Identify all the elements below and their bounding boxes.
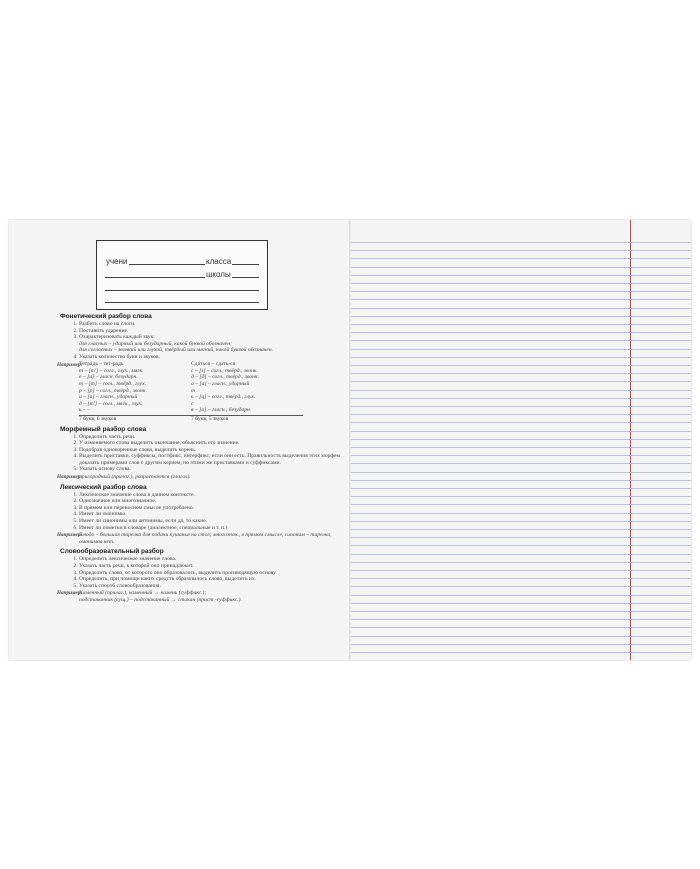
word1-line: т – [т] – согл., твёрд., глух. [79,380,146,387]
phonetic-steps [57,321,342,361]
morphemic-example [57,474,342,481]
phonetic-columns [79,361,342,422]
morphemic-steps [57,434,342,474]
ruled-line [351,545,691,546]
list-item: 1. Лексическое значение слова в данном контексте. [79,492,342,499]
label-student: учени [106,257,128,266]
ruled-line [351,627,691,628]
ruled-line [351,308,691,309]
ruled-line [351,398,691,399]
ruled-line [351,472,691,473]
ruled-line [351,381,691,382]
ruled-line [351,578,691,579]
derivational-steps [57,556,342,589]
label-school: школы [206,270,231,279]
list-item: 1. Определить лексическое значение слова. [79,556,342,563]
example-text-1: Каменный (прилаг.), каменный → камень (суффикс.); [79,590,207,597]
ruled-line [351,316,691,317]
word1-column [79,361,191,422]
ruled-line [351,447,691,448]
ruled-line [351,431,691,432]
list-item: 1. Разбить слово на слоги. [79,321,342,328]
word1-line: а – [а] – гласн., ударный [79,394,138,401]
step-vowels: для гласных – ударный или безударный, какой буквой обозначен; [79,340,232,347]
step-text: Охарактеризовать каждый звук: [79,334,155,341]
list-item: 1. Определить часть речи. [79,434,342,441]
ruled-line [351,373,691,374]
label-row-blank-2 [105,293,259,305]
ruled-line [351,652,691,653]
label-row-student [105,255,259,267]
ruled-line [351,324,691,325]
ruled-line [351,340,691,341]
ruled-line [351,586,691,587]
ruled-line [351,529,691,530]
example-label: Например: [57,590,83,597]
ruled-line [351,570,691,571]
ruled-line [351,250,691,251]
example-text: Блюдо – большая тарелка для подачи кушанья на стол; многознач., в прямом смысле, синоним – тарелка, омонимов нет. [79,532,332,545]
ruled-line [351,504,691,505]
ruled-line [351,291,691,292]
lexical-example [57,532,342,545]
ruled-line [351,603,691,604]
morphemic-title: Морфемный разбор слова [60,425,147,433]
ruled-line [351,258,691,259]
ruled-line [351,611,691,612]
word2-line: ь – [ц] – согл., твёрд., глух. [191,394,256,401]
ruled-line [351,332,691,333]
list-item: 2. Указать часть речи, к которой оно принадлежит. [79,563,342,570]
ruled-line [351,275,691,276]
list-item: 5. Имеет ли синонимы или антонимы, если да, то какие. [79,518,342,525]
word2-head: Сдáться – сдать-ся [191,361,236,368]
ruled-line [351,283,691,284]
lexical-steps [57,492,342,532]
ruled-line [351,357,691,358]
ruled-line [351,513,691,514]
list-item: 2. У изменяемого слова выделить окончание, объяснить его значение. [79,440,342,447]
ruled-line [351,537,691,538]
list-item: 4. Имеет ли омонимы. [79,511,342,518]
label-row-school [105,268,259,280]
word1-line: р – [р] – согл., твёрд., звонк. [79,387,147,394]
word2-total: 7 букв, 5 звуков [191,415,303,423]
ruled-line [351,390,691,391]
ruled-line [351,562,691,563]
ruled-line [351,595,691,596]
ruled-line [351,496,691,497]
ruled-line [351,299,691,300]
ruled-line [351,554,691,555]
derivational-example [57,590,342,597]
reference-content [57,310,342,604]
example-text: пригородный (прилаг.), разрастается (глагол). [79,474,191,481]
ruled-line [351,267,691,268]
word1-line: ь – – [79,407,90,414]
word2-line: я – [а] – гласн., безударн. [191,407,252,414]
word1-head: Тетрáдь – тет-радь [79,361,124,368]
list-item [79,334,342,354]
ruled-line [351,422,691,423]
ruled-line [351,619,691,620]
ruled-line [351,439,691,440]
list-item: 5. Указать основу слова. [79,466,342,473]
list-item: 2. Однозначное или многозначное. [79,498,342,505]
example-label: Например: [57,361,83,368]
phonetic-title: Фонетический разбор слова [60,313,152,320]
list-item: 4. Указать количество букв и звуков. [79,354,342,361]
derivational-title: Словообразовательный разбор [60,548,164,556]
notebook-spread [9,220,691,660]
example-text-2: подстаканник (сущ.) – подстаканный → стакан (прист.-суффикс.). [79,596,242,603]
label-row-blank-1 [105,281,259,293]
word1-line: т – [т'] – согл., глух., мягк. [79,367,144,374]
ruled-line [351,242,691,243]
list-item: 5. Указать способ словообразования. [79,583,342,590]
ruled-line [351,636,691,637]
word1-total: 7 букв, 6 звуков [79,415,191,423]
lexical-title: Лексический разбор слова [60,483,147,491]
list-item: 3. Подобрав однокоренные слова, выделить корень. [79,447,342,454]
ruled-page [351,220,691,660]
list-item: 6. Имеет ли пометки в словаре (диалектное, специальные и т. п.) [79,525,342,532]
ruled-line [351,349,691,350]
word1-line: е – [и] – гласн. безударн. [79,374,138,381]
ruled-line [351,455,691,456]
word2-line: д – [д] – согл., твёрд., звонк. [191,374,259,381]
list-item: 4. Выделить приставки, суффиксы, постфикс, интерфикс, если они есть. Правильность выделения этих морфем доказать примерами слов с другим корнем, но этими же приставками и суффиксами. [79,453,342,466]
word1-line: д – [т'] – согл., мягк., глух. [79,400,143,407]
word2-line: т [191,387,196,394]
ruled-line [351,480,691,481]
label-class: класса [206,257,232,266]
word2-line: с [191,400,194,407]
ruled-line [351,644,691,645]
word2-column [191,361,303,422]
example-label: Например: [57,532,83,539]
ruled-line [351,521,691,522]
list-item: 3. В прямом или переносном смысле употреблено. [79,505,342,512]
ruled-line [351,414,691,415]
step-consonants: для согласных – звонкий или глухой, твёрдый или мягкий, какой буквой обозначен. [79,347,274,354]
ruled-line [351,365,691,366]
name-label-box [96,240,268,310]
ruled-line [351,488,691,489]
ruled-line [351,463,691,464]
example-label: Например: [57,474,83,481]
ruled-line [351,406,691,407]
list-item: 2. Поставить ударение. [79,328,342,335]
list-item: 4. Определить, при помощи каких средств образовалось слово, выделить их. [79,576,342,583]
list-item: 3. Определить слово, от которого оно образовалось, выделить производящую основу. [79,570,342,577]
word2-line: с – [з] – согл., твёрд., звонк. [191,367,258,374]
left-page [9,220,349,660]
word2-line: а – [а] – гласн., ударный [191,380,250,387]
